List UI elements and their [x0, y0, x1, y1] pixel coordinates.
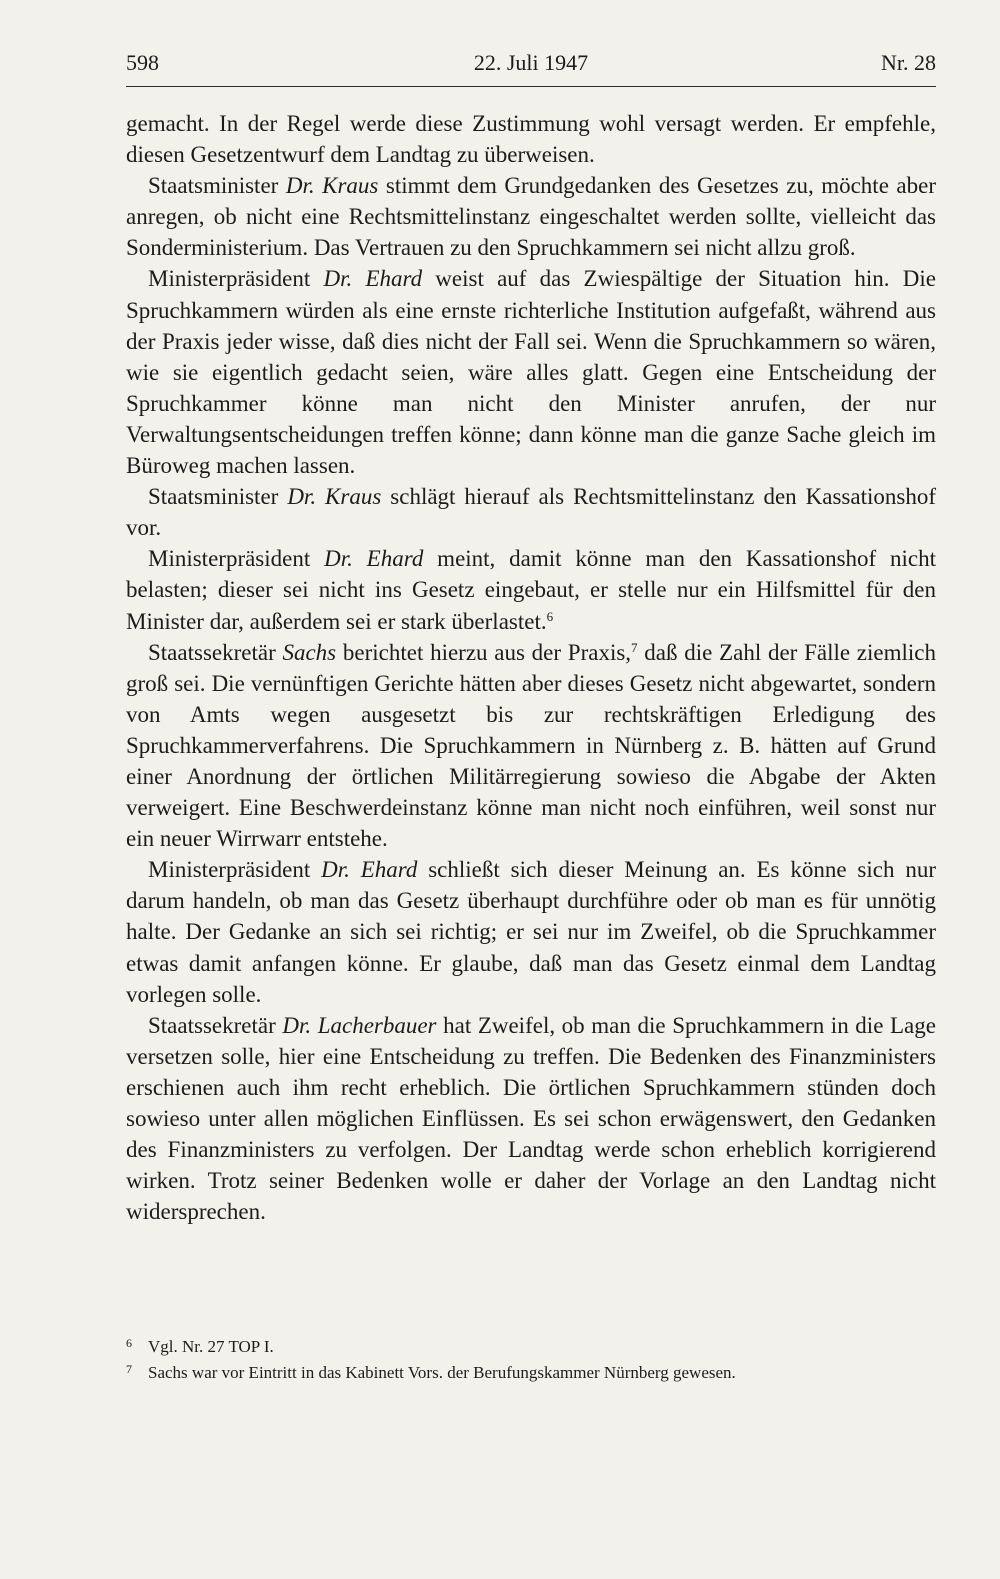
footnote-text: Sachs war vor Eintritt in das Kabinett Vors. der Berufungskammer Nürnberg gewesen.	[148, 1363, 736, 1382]
document-number: Nr. 28	[881, 50, 936, 75]
paragraph-text: hat Zweifel, ob man die Spruchkammern in die Lage versetzen solle, hier eine Entscheidung zu treffen. Die Bedenken des Finanzministers erschienen auch ihm recht erheblich. Die örtlichen Spruchkammern stünden doch sowieso unter allen möglichen Einflüssen. Es sei schon erwägenswert, den Gedanken des Finanzministers zu verfolgen. Der Landtag werde schon erheblich korrigierend wirken. Trotz seiner Bedenken wolle er daher der Vorlage an den Landtag nicht widersprechen.	[126, 1012, 936, 1225]
paragraph	[126, 170, 936, 263]
speaker-name: Dr. Lacherbauer	[282, 1012, 437, 1038]
paragraph	[126, 263, 936, 481]
paragraph	[126, 543, 936, 636]
paragraph	[126, 637, 936, 855]
footnote-number: 7	[126, 1362, 132, 1376]
footnote-number: 6	[126, 1336, 132, 1350]
footnote-text: Vgl. Nr. 27 TOP I.	[148, 1337, 274, 1356]
paragraph-text: Staatssekretär	[148, 1012, 283, 1038]
footnote	[126, 1360, 936, 1386]
paragraph-text: Staatsminister	[148, 173, 286, 199]
speaker-name: Dr. Kraus	[287, 484, 382, 510]
footnote-reference: 6	[546, 608, 554, 624]
paragraph-text: daß die Zahl der Fälle ziemlich groß sei. Die vernünftigen Gerichte hätten aber dieses Gesetz nicht abgewartet, sondern von Amts wegen ausgesetzt bis zur rechtskräftigen Erledigung des Spruchkammerverfahrens. Die Spruchkammern in Nürnberg z. B. hätten auf Grund einer Anordnung der örtlichen Militärregierung sowieso die Abgabe der Akten verweigert. Eine Beschwerdeinstanz könne man nicht noch einführen, weil sonst nur ein neuer Wirrwarr entstehe.	[126, 639, 936, 852]
speaker-name: Dr. Ehard	[321, 857, 418, 883]
speaker-name: Sachs	[282, 639, 337, 665]
paragraph-text: gemacht. In der Regel werde diese Zustimmung wohl versagt werden. Er empfehle, diesen Gesetzentwurf dem Landtag zu überweisen.	[126, 111, 936, 168]
paragraph-text: Ministerpräsident	[148, 266, 324, 292]
speaker-name: Dr. Ehard	[324, 546, 424, 572]
paragraph-text: Staatssekretär	[148, 639, 283, 665]
paragraph-text: schließt sich dieser Meinung an. Es könne sich nur darum handeln, ob man das Gesetz überhaupt durchführe oder ob man es für unnötig halte. Der Gedanke an sich sei richtig; er sei nur im Zweifel, ob die Spruchkammer etwas damit anfangen könne. Er glaube, daß man das Gesetz einmal dem Landtag vorlegen solle.	[126, 857, 936, 1007]
paragraph-text: Staatsminister	[148, 484, 288, 510]
paragraph	[126, 854, 936, 1009]
paragraph-text: stimmt dem Grundgedanken des Gesetzes zu, möchte aber anregen, ob nicht eine Rechtsmittelinstanz eingeschaltet werden sollte, vielleicht das Sonderministerium. Das Vertrauen zu den Spruchkammern sei nicht allzu groß.	[126, 173, 936, 261]
footnotes	[126, 1334, 936, 1386]
running-header	[126, 46, 936, 87]
paragraph-text: weist auf das Zwiespältige der Situation hin. Die Spruchkammern würden als eine ernste richterliche Institution aufgefaßt, während aus der Praxis jeder wisse, daß dies nicht der Fall sei. Wenn die Spruchkammern so wären, wie sie eigentlich gedacht seien, wäre alles glatt. Gegen eine Entscheidung der Spruchkammer könne man nicht den Minister anrufen, der nur Verwaltungsentscheidungen treffen könne; dann könne man die ganze Sache gleich im Büroweg machen lassen.	[126, 266, 936, 479]
paragraph-text: schlägt hierauf als Rechtsmittelinstanz den Kassationshof vor.	[126, 484, 936, 541]
body-text	[126, 108, 936, 1227]
speaker-name: Dr. Kraus	[285, 173, 379, 199]
paragraph	[126, 108, 936, 170]
paragraph-text: meint, damit könne man den Kassationshof nicht belasten; dieser sei nicht ins Gesetz eingebaut, er stelle nur ein Hilfsmittel für den Minister dar, außerdem sei er stark überlastet.	[126, 546, 936, 634]
paragraph	[126, 481, 936, 543]
footnote-reference: 7	[631, 639, 638, 655]
paragraph-text: Ministerpräsident	[148, 857, 322, 883]
footnote	[126, 1334, 936, 1360]
paragraph-text: berichtet hierzu aus der Praxis,	[336, 639, 632, 665]
speaker-name: Dr. Ehard	[323, 266, 423, 292]
paragraph-text: Ministerpräsident	[148, 546, 325, 572]
page-number: 598	[126, 50, 159, 75]
paragraph	[126, 1010, 936, 1228]
header-date: 22. Juli 1947	[473, 50, 589, 75]
